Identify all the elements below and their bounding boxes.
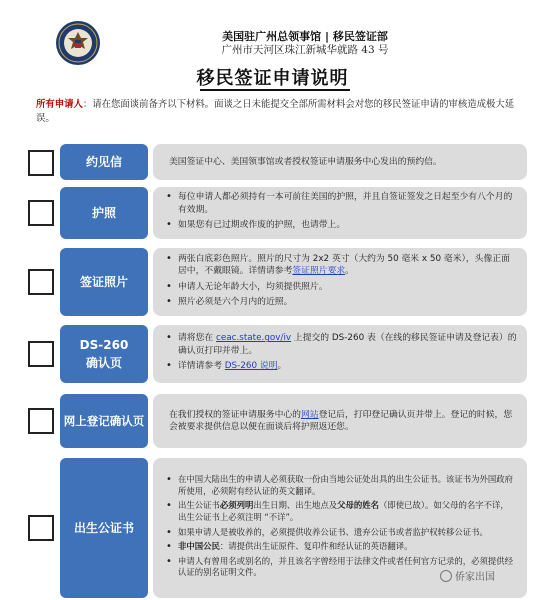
checklist-row-appointment-letter (0, 144, 545, 180)
checkbox-birth-certificate[interactable] (28, 515, 54, 541)
photo-requirements-link[interactable]: 签证照片要求 (292, 266, 346, 276)
page-title: 移民签证申请说明 (196, 68, 349, 89)
list-item: • 每位申请人都必须持有一本可前往美国的护照，并且自签证签发之日起至少有八个月的有效期。 (165, 191, 517, 216)
item-desc-ds260 (153, 325, 527, 383)
item-label-appointment-letter: 约见信 (60, 144, 148, 180)
label-line: DS-260 (79, 338, 129, 352)
label-line: 确认页 (85, 356, 122, 370)
list-item: • 出生公证书必须列明出生日期、出生地点及父母的姓名（即使已故）。如父母的名字不详，出生公证书上必须注明 “不详”。 (165, 500, 517, 523)
list-item: • 详情请参考 DS-260 说明。 (165, 360, 517, 373)
list-item: • 如果您有已过期或作废的护照，也请带上。 (165, 219, 517, 232)
watermark: 侨家出国 (440, 568, 495, 583)
consulate-seal-icon (55, 20, 101, 66)
checkbox-passport[interactable] (28, 200, 54, 226)
list-item: • 请将您在 ceac.state.gov/iv 上提交的 DS-260 表（在线的移民签证申请及登记表）的确认页打印并带上。 (165, 332, 517, 357)
list-item: • 在中国大陆出生的申请人必须获取一份由当地公证处出具的出生公证书。该证书为外国政府所使用，必须附有经认证的英文翻译。 (165, 474, 517, 497)
checkbox-visa-photo[interactable] (28, 269, 54, 295)
item-label-registration: 网上登记确认页 (60, 394, 148, 448)
item-desc-visa-photo (153, 248, 527, 316)
title-underline (200, 89, 350, 91)
item-label-birth-certificate: 出生公证书 (60, 458, 148, 598)
consulate-name: 美国驻广州总领事馆 | 移民签证部 (222, 30, 388, 43)
checkbox-ds260[interactable] (28, 341, 54, 367)
service-center-website-link[interactable]: 网站 (300, 409, 319, 420)
checklist-row-ds260 (0, 325, 545, 383)
document-header (0, 0, 545, 66)
notice-text: ：请在您面谈前备齐以下材料。面谈之日未能提交全部所需材料会对您的移民签证申请的审核造成极大延误。 (36, 99, 515, 124)
notice-paragraph (36, 98, 528, 126)
item-label-visa-photo: 签证照片 (60, 248, 148, 316)
item-desc-registration: 在我们授权的签证申请服务中心的网站登记后，打印登记确认页并带上。登记的时候，您会被要求提供信息以便在面谈后将护照返还您。 (153, 394, 527, 448)
list-item: • 两张白底彩色照片。照片的尺寸为 2x2 英寸（大约为 50 毫米 x 50 毫米），头像正面居中，不戴眼镜。详情请参考签证照片要求。 (165, 253, 517, 278)
checklist-row-registration (0, 394, 545, 448)
notice-label: 所有申请人 (36, 99, 83, 110)
ceac-link[interactable]: ceac.state.gov/iv (215, 333, 292, 344)
checkbox-registration[interactable] (28, 408, 54, 434)
ds260-instructions-link[interactable]: DS-260 说明 (224, 361, 278, 372)
item-desc-appointment-letter (153, 144, 527, 180)
list-item: • 申请人有曾用名或别名的，并且该名字曾经用于法律文件或者任何官方记录的，必须提供经认证的别名证明文件。 (165, 556, 517, 579)
watermark-logo-icon (440, 570, 452, 582)
consulate-address: 广州市天河区珠江新城华就路 43 号 (221, 44, 389, 56)
item-desc-passport (153, 187, 527, 239)
item-label-ds260 (60, 325, 148, 383)
item-label-passport: 护照 (60, 187, 148, 239)
list-item: • 申请人无论年龄大小，均须提供照片。 (165, 281, 517, 294)
list-item: • 如果申请人是被收养的，必须提供收养公证书、遗弃公证书或者监护权转移公证书。 (165, 527, 517, 539)
desc-text: 美国签证中心、美国领事馆或者授权签证申请服务中心发出的预约信。 (169, 156, 442, 167)
list-item: • 照片必须是六个月内的近照。 (165, 296, 517, 309)
checklist-row-visa-photo (0, 248, 545, 316)
checkbox-appointment-letter[interactable] (28, 150, 54, 176)
list-item: • 非中国公民：请提供出生证原件、复印件和经认证的英语翻译。 (165, 541, 517, 553)
checklist-row-passport (0, 187, 545, 239)
